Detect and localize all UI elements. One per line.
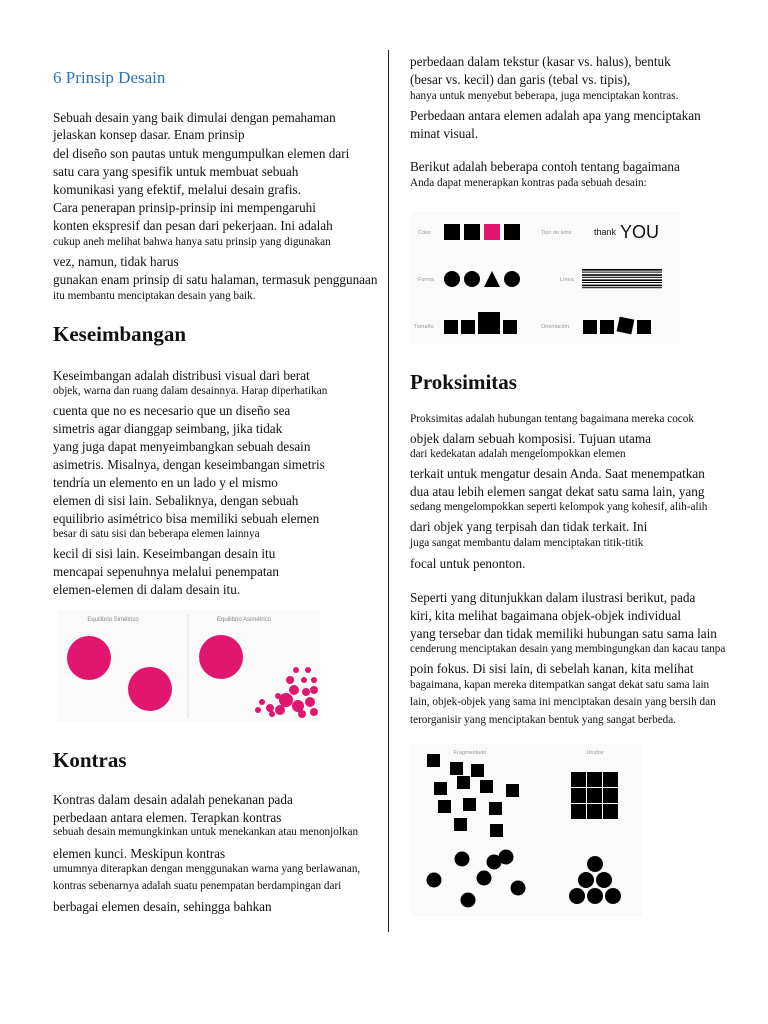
frag-square <box>490 824 503 837</box>
size-square-2 <box>461 320 475 334</box>
asym-dot <box>301 677 307 683</box>
text-line: focal untuk penonton. <box>410 556 526 571</box>
text-line: berbagai elemen desain, sehingga bahkan <box>53 899 272 914</box>
text-line: umumnya diterapkan dengan menggunakan warna yang berlawanan, <box>53 863 361 875</box>
label-forma: Forma <box>418 277 434 283</box>
text-line: sebuah desain memungkinkan untuk menekankan atau menonjolkan <box>53 826 359 838</box>
grouped-dot <box>587 888 603 904</box>
text-line: terkait untuk mengatur desain Anda. Saat menempatkan <box>410 466 705 481</box>
text-line: objek, warna dan ruang dalam desainnya. Harap diperhatikan <box>53 385 328 397</box>
frag-square <box>463 798 476 811</box>
sym-circle-right <box>128 667 172 711</box>
frag-dot <box>461 893 476 908</box>
text-line: jelaskan konsep dasar. Enam prinsip <box>53 127 245 142</box>
contrast-line <box>582 272 662 273</box>
frag-square <box>489 802 502 815</box>
asym-dot <box>275 693 281 699</box>
thank-text: thank <box>594 227 617 237</box>
grouped-dot <box>587 856 603 872</box>
contrast-line <box>582 269 662 271</box>
asym-dot <box>305 697 315 707</box>
text-line: yang juga dapat menyeimbangkan sebuah desain <box>53 439 311 454</box>
text-line: bagaimana, kapan mereka ditempatkan sangat dekat satu sama lain <box>410 679 710 691</box>
frag-square <box>457 776 470 789</box>
column-divider <box>388 50 389 932</box>
asym-dot <box>255 707 261 713</box>
text-line: konten ekspresif dan pesan dari pekerjaan. Ini adalah <box>53 218 333 233</box>
orient-square-1 <box>583 320 597 334</box>
label-orient: Orientación <box>541 324 570 330</box>
text-line: lain, objek-objek yang sama ini menciptakan desain yang bersih dan <box>410 696 716 708</box>
label-tipo: Tipo de letra <box>541 230 572 236</box>
orient-square-2 <box>600 320 614 334</box>
asym-dot <box>311 677 317 683</box>
orient-square-3 <box>637 320 651 334</box>
frag-square <box>506 784 519 797</box>
asym-dot <box>286 676 294 684</box>
text-line: dua atau lebih elemen sangat dekat satu sama lain, yang <box>410 484 705 499</box>
text-line: besar di satu sisi dan beberapa elemen lainnya <box>53 528 260 540</box>
balance-figure <box>58 610 320 722</box>
size-square-large <box>478 312 500 334</box>
unidos-label: Unidos <box>586 750 604 756</box>
contrast-line <box>582 282 662 283</box>
color-square-accent <box>484 224 500 240</box>
frag-dot <box>511 881 526 896</box>
grouped-dot <box>569 888 585 904</box>
frag-dot <box>455 852 470 867</box>
sym-circle-left <box>67 636 111 680</box>
asym-dot <box>279 693 293 707</box>
text-line: Seperti yang ditunjukkan dalam ilustrasi berikut, pada <box>410 590 696 605</box>
text-line: Proksimitas adalah hubungan tentang bagaimana mereka cocok <box>410 413 694 425</box>
frag-square <box>427 754 440 767</box>
text-line: kiri, kita melihat bagaimana objek-objek individual <box>410 608 682 623</box>
text-line: elemen-elemen di dalam desain itu. <box>53 582 241 597</box>
text-line: Perbedaan antara elemen adalah apa yang menciptakan <box>410 108 701 123</box>
heading-proksimitas: Proksimitas <box>410 370 517 394</box>
frag-dot <box>477 871 492 886</box>
grouped-square <box>571 788 586 803</box>
text-line: gunakan enam prinsip di satu halaman, termasuk penggunaan <box>53 272 378 287</box>
text-line: cenderung menciptakan desain yang membingungkan dan kacau tanpa <box>410 643 726 655</box>
text-line: perbedaan antara elemen. Terapkan kontras <box>53 810 282 825</box>
grouped-square <box>603 804 618 819</box>
contrast-line <box>582 279 662 281</box>
text-line: elemen di sisi lain. Sebaliknya, dengan sebuah <box>53 493 299 508</box>
frag-square <box>438 800 451 813</box>
proximity-figure <box>410 744 642 916</box>
text-line: itu membantu menciptakan desain yang baik. <box>53 290 256 302</box>
label-tamano: Tamaño <box>414 324 434 330</box>
asym-dot <box>293 667 299 673</box>
text-line: terorganisir yang menciptakan bentuk yang sangat berbeda. <box>410 714 677 726</box>
shape-circle-2 <box>464 271 480 287</box>
text-line: vez, namun, tidak harus <box>53 254 179 269</box>
grouped-dot <box>578 872 594 888</box>
frag-label: Fragmentado <box>453 750 487 756</box>
asym-dot <box>298 710 306 718</box>
text-line: Kontras dalam desain adalah penekanan pada <box>53 792 293 807</box>
asym-dot <box>302 688 310 696</box>
text-line: simetris agar dianggap seimbang, jika tidak <box>53 421 283 436</box>
grouped-dot <box>596 872 612 888</box>
grouped-square <box>587 772 602 787</box>
asym-dot <box>269 711 275 717</box>
heading-kontras: Kontras <box>53 748 127 772</box>
text-line: Sebuah desain yang baik dimulai dengan pemahaman <box>53 110 336 125</box>
contrast-line <box>582 287 662 288</box>
label-color: Color <box>418 230 432 236</box>
grouped-square <box>587 804 602 819</box>
label-linea: Línea <box>560 277 574 283</box>
text-line: yang tersebar dan tidak memiliki hubungan satu sama lain <box>410 626 717 641</box>
frag-square <box>434 782 447 795</box>
contrast-line <box>582 285 662 287</box>
asym-circle-large <box>199 635 243 679</box>
text-line: komunikasi yang efektif, melalui desain grafis. <box>53 182 301 197</box>
grouped-dot <box>605 888 621 904</box>
text-line: dari kedekatan adalah mengelompokkan elemen <box>410 448 626 460</box>
frag-square <box>480 780 493 793</box>
text-line: juga sangat membantu dalam menciptakan titik-titik <box>410 537 644 549</box>
text-line: elemen kunci. Meskipun kontras <box>53 846 226 861</box>
text-line: satu cara yang spesifik untuk membuat sebuah <box>53 164 299 179</box>
text-line: equilibrio asimétrico bisa memiliki sebuah elemen <box>53 511 320 526</box>
grouped-square <box>603 788 618 803</box>
text-line: cukup aneh melihat bahwa hanya satu prinsip yang digunakan <box>53 236 331 248</box>
asym-dot <box>289 685 299 695</box>
color-square-1 <box>444 224 460 240</box>
contrast-line <box>582 274 662 276</box>
grouped-squares <box>571 772 618 819</box>
frag-square <box>471 764 484 777</box>
text-line: objek dalam sebuah komposisi. Tujuan utama <box>410 431 652 446</box>
asym-dot <box>305 667 311 673</box>
text-line: kontras sebenarnya adalah suatu penempatan berdampingan dari <box>53 880 342 892</box>
grouped-square <box>571 772 586 787</box>
contrast-line <box>582 277 662 278</box>
text-line: poin fokus. Di sisi lain, di sebelah kanan, kita melihat <box>410 661 694 676</box>
text-line: hanya untuk menyebut beberapa, juga menciptakan kontras. <box>410 90 679 102</box>
shape-circle-1 <box>444 271 460 287</box>
text-line: Anda dapat menerapkan kontras pada sebuah desain: <box>410 177 647 189</box>
grouped-square <box>587 788 602 803</box>
text-line: perbedaan dalam tekstur (kasar vs. halus), bentuk <box>410 54 671 69</box>
text-line: cuenta que no es necesario que un diseño sea <box>53 403 291 418</box>
grouped-square <box>571 804 586 819</box>
text-line: kecil di sisi lain. Keseimbangan desain itu <box>53 546 276 561</box>
frag-dot <box>427 873 442 888</box>
asym-dot <box>310 686 318 694</box>
orient-square-rotated <box>617 317 635 335</box>
shape-circle-3 <box>504 271 520 287</box>
heading-keseimbangan: Keseimbangan <box>53 322 187 346</box>
you-text: YOU <box>620 222 660 242</box>
asym-dot <box>275 705 285 715</box>
frag-square <box>450 762 463 775</box>
text-line: tendría un elemento en un lado y el mismo <box>53 475 278 490</box>
frag-dot <box>499 850 514 865</box>
text-line: Berikut adalah beberapa contoh tentang bagaimana <box>410 159 680 174</box>
text-line: del diseño son pautas untuk mengumpulkan elemen dari <box>53 146 350 161</box>
asym-dot <box>266 704 274 712</box>
asym-dot <box>259 699 265 705</box>
contrast-figure <box>410 212 680 344</box>
asym-label: Equilibrio Asimétrico <box>216 617 272 623</box>
document-title: 6 Prinsip Desain <box>53 68 166 87</box>
size-square-3 <box>503 320 517 334</box>
text-line: mencapai sepenuhnya melalui penempatan <box>53 564 279 579</box>
text-line: Cara penerapan prinsip-prinsip ini mempengaruhi <box>53 200 316 215</box>
frag-square <box>454 818 467 831</box>
asym-dot <box>310 708 318 716</box>
text-line: minat visual. <box>410 126 479 141</box>
text-line: dari objek yang terpisah dan tidak terkait. Ini <box>410 519 648 534</box>
text-line: sedang mengelompokkan seperti kelompok yang kohesif, alih-alih <box>410 501 708 513</box>
text-line: asimetris. Misalnya, dengan keseimbangan simetris <box>53 457 325 472</box>
size-square-1 <box>444 320 458 334</box>
text-line: (besar vs. kecil) dan garis (tebal vs. tipis), <box>410 72 631 87</box>
color-square-3 <box>504 224 520 240</box>
color-square-2 <box>464 224 480 240</box>
sym-label: Equilibrio Simétrico <box>87 617 139 623</box>
grouped-square <box>603 772 618 787</box>
text-line: Keseimbangan adalah distribusi visual dari berat <box>53 368 310 383</box>
